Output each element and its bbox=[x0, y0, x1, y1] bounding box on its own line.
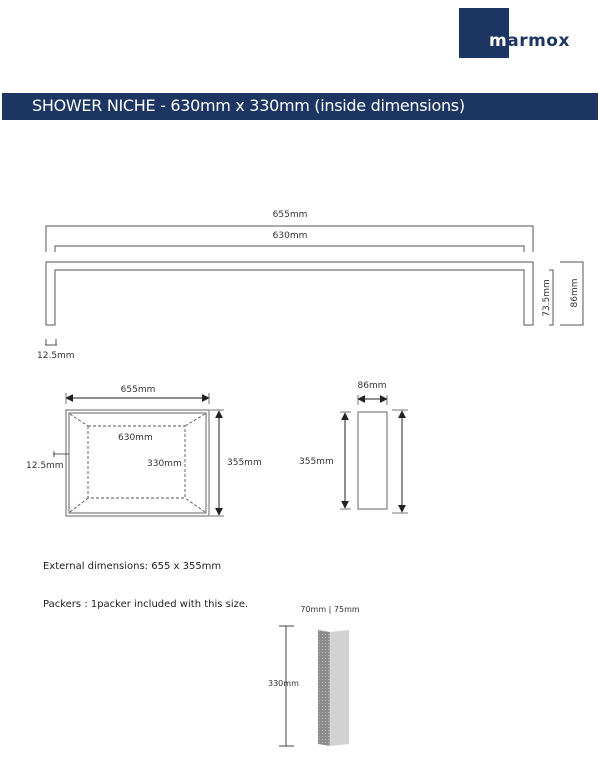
front-outer-height-label: 355mm bbox=[227, 458, 262, 468]
side-view-drawing bbox=[340, 395, 408, 513]
front-view-drawing bbox=[53, 393, 224, 516]
top-inner-depth-label: 73.5mm bbox=[542, 279, 552, 317]
logo-letter: m bbox=[489, 31, 508, 51]
packers-note: Packers : 1packer included with this size. bbox=[43, 599, 249, 610]
top-inner-width-label: 630mm bbox=[272, 231, 308, 241]
top-wall-thickness-label: 12.5mm bbox=[37, 351, 75, 361]
top-outer-width-label: 655mm bbox=[272, 210, 308, 220]
page-title: SHOWER NICHE - 630mm x 330mm (inside dimensions) bbox=[32, 96, 465, 115]
packer-width-label: 70mm | 75mm bbox=[300, 605, 360, 614]
top-view-drawing bbox=[45, 226, 583, 345]
top-outer-depth-label: 86mm bbox=[570, 278, 580, 308]
external-dimensions-note: External dimensions: 655 x 355mm bbox=[43, 561, 222, 572]
side-depth-label: 86mm bbox=[357, 381, 387, 391]
logo-rest: armox bbox=[507, 31, 570, 51]
front-outer-width-label: 655mm bbox=[120, 385, 156, 395]
front-inner-width-label: 630mm bbox=[118, 433, 153, 443]
front-inner-height-label: 330mm bbox=[147, 459, 182, 469]
front-wall-thickness-label: 12.5mm bbox=[26, 461, 64, 471]
side-height-label: 355mm bbox=[299, 457, 334, 467]
packer-height-label: 330mm bbox=[268, 679, 299, 688]
